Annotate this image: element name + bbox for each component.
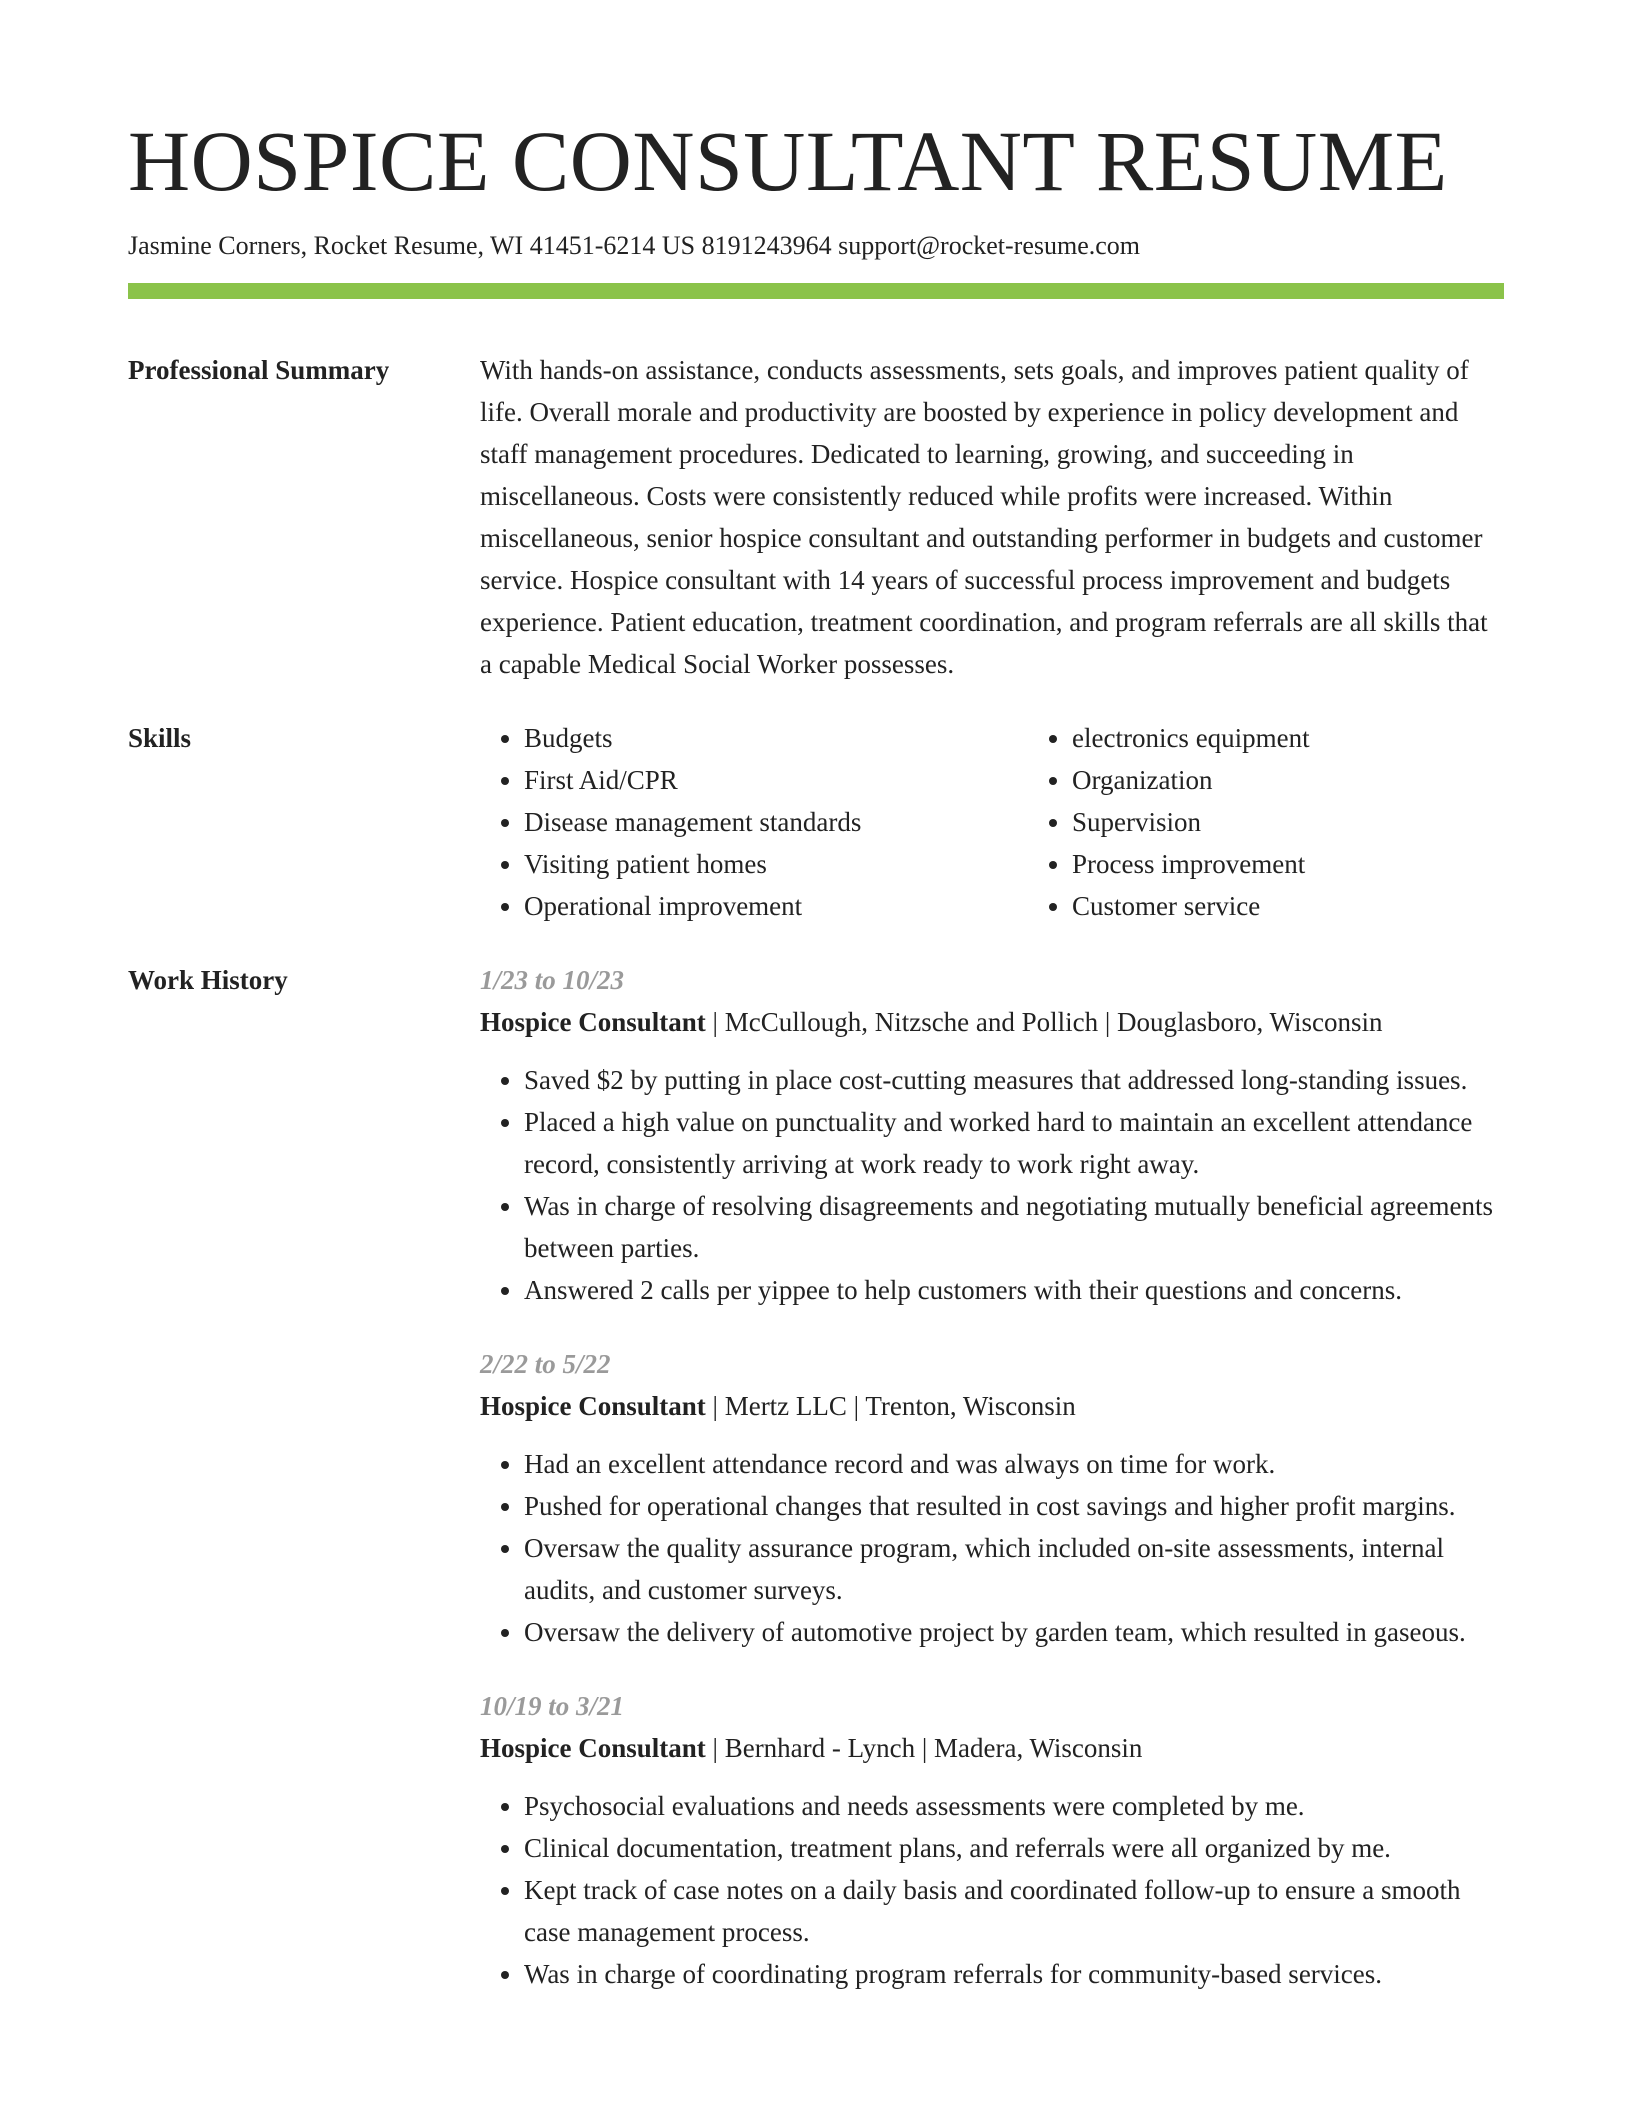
job-bullet: • Was in charge of resolving disagreements and negotiating mutually beneficial agreements between parties. <box>524 1185 1504 1269</box>
skill-item: • Budgets <box>524 717 1028 759</box>
job-heading <box>480 1385 1504 1427</box>
job-bullets <box>480 1785 1504 1995</box>
job-bullet: • Psychosocial evaluations and needs assessments were completed by me. <box>524 1785 1504 1827</box>
summary-section <box>128 349 1504 685</box>
job-bullet: • Had an excellent attendance record and was always on time for work. <box>524 1443 1504 1485</box>
contact-line: Jasmine Corners, Rocket Resume, WI 41451-6214 US 8191243964 support@rocket-resume.com <box>128 231 1141 260</box>
resume-title: HOSPICE CONSULTANT RESUME <box>128 113 1448 209</box>
skill-item: • Visiting patient homes <box>524 843 1028 885</box>
job-bullet: • Answered 2 calls per yippee to help customers with their questions and concerns. <box>524 1269 1504 1311</box>
skill-item: • electronics equipment <box>1072 717 1504 759</box>
job-entry <box>480 1343 1504 1653</box>
job-date: 1/23 to 10/23 <box>480 965 625 996</box>
skill-item: • Process improvement <box>1072 843 1504 885</box>
job-title: Hospice Consultant <box>480 1733 706 1764</box>
job-bullet: • Was in charge of coordinating program referrals for community-based services. <box>524 1953 1504 1995</box>
job-bullet: • Saved $2 by putting in place cost-cutting measures that addressed long-standing issues. <box>524 1059 1504 1101</box>
skills-section <box>128 717 1504 927</box>
summary-label: Professional Summary <box>128 355 390 386</box>
job-title: Hospice Consultant <box>480 1007 706 1038</box>
job-bullet: • Kept track of case notes on a daily basis and coordinated follow-up to ensure a smooth case management process. <box>524 1869 1504 1953</box>
skill-item: • Customer service <box>1072 885 1504 927</box>
skills-label: Skills <box>128 723 192 754</box>
skill-item: • Operational improvement <box>524 885 1028 927</box>
job-bullet: • Clinical documentation, treatment plans, and referrals were all organized by me. <box>524 1827 1504 1869</box>
skill-item: • Disease management standards <box>524 801 1028 843</box>
skill-item: • Organization <box>1072 759 1504 801</box>
job-entry <box>480 959 1504 1311</box>
job-title: Hospice Consultant <box>480 1391 706 1422</box>
job-date: 2/22 to 5/22 <box>480 1349 611 1380</box>
job-details: | Bernhard - Lynch | Madera, Wisconsin <box>705 1733 1143 1764</box>
job-bullet: • Pushed for operational changes that resulted in cost savings and higher profit margins. <box>524 1485 1504 1527</box>
job-date: 10/19 to 3/21 <box>480 1691 625 1722</box>
job-bullets <box>480 1443 1504 1653</box>
skill-item: • Supervision <box>1072 801 1504 843</box>
work-history-section <box>128 959 1504 2027</box>
summary-text: With hands-on assistance, conducts assessments, sets goals, and improves patient quality of life. Overall morale and productivity are boosted by experience in policy development and staff management procedures. Dedicated to learning, growing, and succeeding in miscellaneous. Costs were consistently reduced while profits were increased. Within miscellaneous, senior hospice consultant and outstanding performer in budgets and customer service. Hospice consultant with 14 years of successful process improvement and budgets experience. Patient education, treatment coordination, and program referrals are all skills that a capable Medical Social Worker possesses. <box>480 355 1488 680</box>
job-heading <box>480 1727 1504 1769</box>
job-bullets <box>480 1059 1504 1311</box>
header-divider <box>128 283 1504 299</box>
work-history-label: Work History <box>128 965 288 996</box>
job-bullet: • Oversaw the quality assurance program, which included on-site assessments, internal audits, and customer surveys. <box>524 1527 1504 1611</box>
job-details: | McCullough, Nitzsche and Pollich | Douglasboro, Wisconsin <box>705 1007 1383 1038</box>
skills-list-right <box>1028 717 1504 927</box>
job-bullet: • Oversaw the delivery of automotive project by garden team, which resulted in gaseous. <box>524 1611 1504 1653</box>
skill-item: • First Aid/CPR <box>524 759 1028 801</box>
job-bullet: • Placed a high value on punctuality and worked hard to maintain an excellent attendance record, consistently arriving at work ready to work right away. <box>524 1101 1504 1185</box>
skills-list-left <box>480 717 1028 927</box>
job-entry <box>480 1685 1504 1995</box>
job-details: | Mertz LLC | Trenton, Wisconsin <box>705 1391 1076 1422</box>
job-heading <box>480 1001 1504 1043</box>
